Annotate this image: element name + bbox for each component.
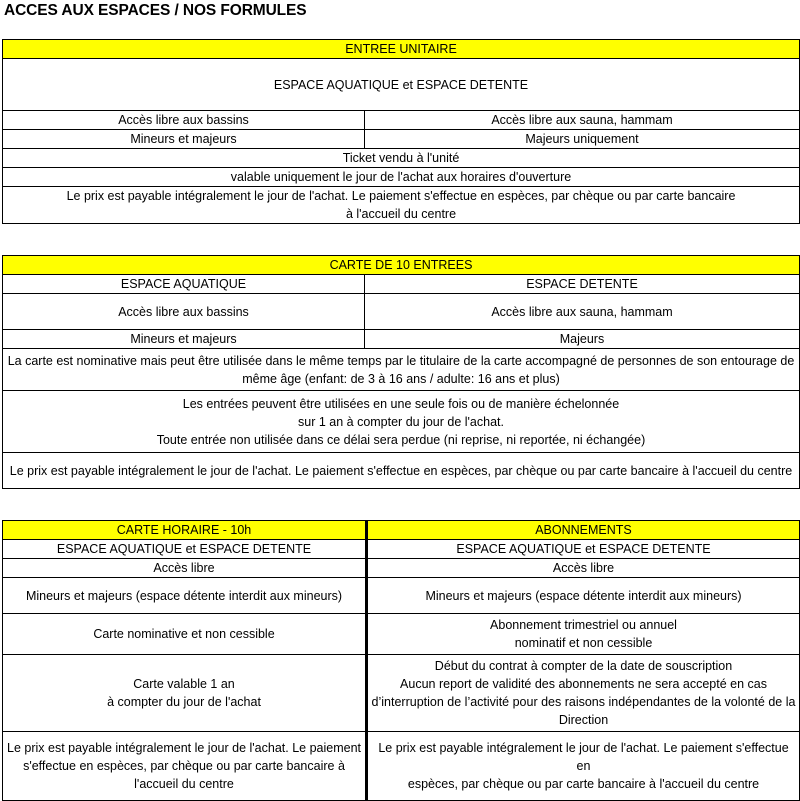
entree-unitaire-table [2, 39, 800, 224]
entree-unitaire-header: ENTREE UNITAIRE [3, 40, 800, 59]
entree-unitaire-age-detente: Majeurs uniquement [365, 130, 800, 149]
abonnements-contract-line: Début du contrat à compter de la date de souscription [434, 659, 733, 673]
page-title: ACCES AUX ESPACES / NOS FORMULES [4, 2, 307, 19]
carte-10-age-detente: Majeurs [365, 330, 800, 349]
abonnements-type-line: nominatif et non cessible [514, 636, 653, 650]
carte-10-nominative-line: La carte est nominative mais peut être utilisée dans le même temps par le titulaire de la carte accompagné de personnes de son entourage de [7, 353, 795, 368]
abonnements-contract-line: Aucun report de validité des abonnements ne sera accepté en cas [400, 677, 767, 691]
entree-unitaire-ticket: Ticket vendu à l'unité [3, 149, 800, 168]
carte-10-nominative-line: même âge (enfant: de 3 à 16 ans / adulte: 16 ans et plus) [242, 371, 560, 386]
carte-10-access-detente: Accès libre aux sauna, hammam [365, 294, 800, 330]
carte-horaire-header: CARTE HORAIRE - 10h [3, 521, 367, 540]
abonnements-payment [367, 732, 800, 801]
abonnements-contract-line: Direction [558, 713, 609, 727]
entree-unitaire-validity: valable uniquement le jour de l'achat aux horaires d'ouverture [3, 168, 800, 187]
entree-unitaire-age-aquatique: Mineurs et majeurs [3, 130, 365, 149]
carte-horaire-payment [3, 732, 367, 801]
carte-horaire-validity-line: à compter du jour de l'achat [107, 695, 261, 709]
entree-unitaire-subtitle: ESPACE AQUATIQUE et ESPACE DETENTE [3, 59, 800, 111]
entree-unitaire-payment-line: Le prix est payable intégralement le jour de l'achat. Le paiement s'effectue en espèces, par chèque ou par carte bancaire [66, 189, 736, 203]
carte-horaire-payment-line: s'effectue en espèces, par chèque ou par carte bancaire à [23, 759, 345, 773]
carte-horaire-abonnements-table [2, 520, 800, 801]
abonnements-age: Mineurs et majeurs (espace détente interdit aux mineurs) [367, 578, 800, 614]
abonnements-access: Accès libre [367, 559, 800, 578]
carte-horaire-payment-line: l'accueil du centre [134, 777, 234, 791]
abonnements-subtitle: ESPACE AQUATIQUE et ESPACE DETENTE [367, 540, 800, 559]
carte-10-usage-line: Les entrées peuvent être utilisées en une seule fois ou de manière échelonnée [182, 396, 620, 411]
carte-horaire-age: Mineurs et majeurs (espace détente interdit aux mineurs) [3, 578, 367, 614]
carte-10-usage-line: sur 1 an à compter du jour de l'achat. [298, 414, 504, 429]
carte-horaire-subtitle: ESPACE AQUATIQUE et ESPACE DETENTE [3, 540, 367, 559]
entree-unitaire-access-aquatique: Accès libre aux bassins [3, 111, 365, 130]
abonnements-contract-line: d’interruption de l’activité pour des raisons indépendantes de la volonté de la [371, 695, 796, 709]
abonnements-type [367, 614, 800, 655]
abonnements-type-line: Abonnement trimestriel ou annuel [490, 618, 677, 632]
carte-10-header: CARTE DE 10 ENTREES [3, 256, 800, 275]
carte-10-usage [3, 391, 800, 453]
carte-10-col-detente: ESPACE DETENTE [365, 275, 800, 294]
carte-10-age-aquatique: Mineurs et majeurs [3, 330, 365, 349]
abonnements-payment-line: espèces, par chèque ou par carte bancaire à l'accueil du centre [407, 777, 760, 791]
entree-unitaire-payment-line: à l'accueil du centre [345, 207, 457, 221]
carte-10-col-aquatique: ESPACE AQUATIQUE [3, 275, 365, 294]
carte-10-access-aquatique: Accès libre aux bassins [3, 294, 365, 330]
carte-horaire-access: Accès libre [3, 559, 367, 578]
carte-10-payment: Le prix est payable intégralement le jour de l'achat. Le paiement s'effectue en espèces, par chèque ou par carte bancaire à l'accueil du centre [3, 453, 800, 489]
entree-unitaire-access-detente: Accès libre aux sauna, hammam [365, 111, 800, 130]
entree-unitaire-payment [3, 187, 800, 224]
carte-horaire-validity [3, 655, 367, 732]
abonnements-payment-line: Le prix est payable intégralement le jour de l'achat. Le paiement s'effectue en [378, 741, 789, 773]
carte-10-nominative [3, 349, 800, 391]
carte-horaire-payment-line: Le prix est payable intégralement le jour de l'achat. Le paiement [7, 741, 361, 755]
abonnements-contract [367, 655, 800, 732]
carte-10-table [2, 255, 800, 489]
carte-horaire-validity-line: Carte valable 1 an [133, 677, 235, 691]
carte-10-usage-line: Toute entrée non utilisée dans ce délai sera perdue (ni reprise, ni reportée, ni échangée) [156, 432, 646, 447]
abonnements-header: ABONNEMENTS [367, 521, 800, 540]
carte-horaire-nominative: Carte nominative et non cessible [3, 614, 367, 655]
